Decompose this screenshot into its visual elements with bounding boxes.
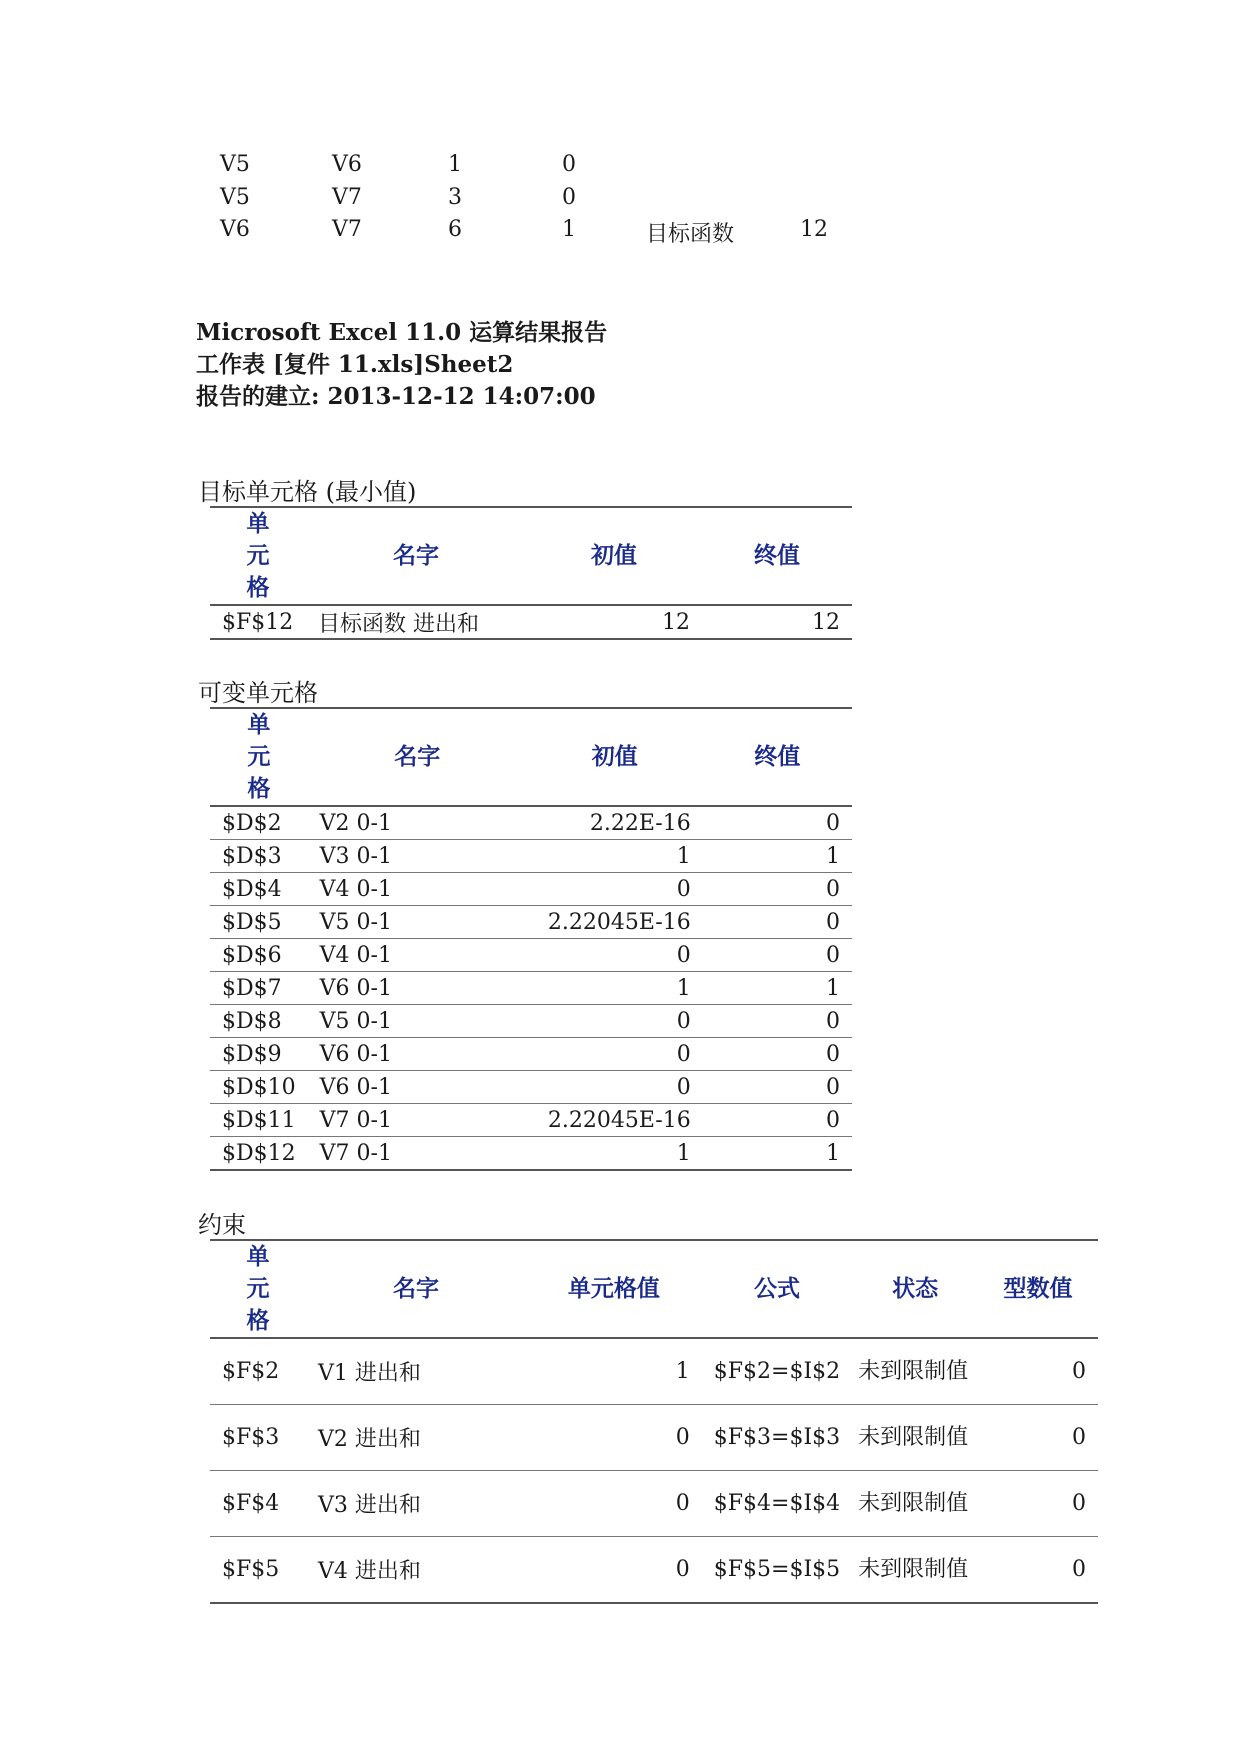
cell-name: V5 0-1 [319,1008,392,1034]
cell-ref: $D$10 [222,1074,296,1100]
cell-ref: $D$3 [222,843,282,869]
cell-ref: $D$2 [222,810,282,836]
cell-final: 0 [826,1107,840,1133]
cell-ref: $D$8 [222,1008,282,1034]
header-cell: 单元格 [246,510,270,601]
cell-name: V6 0-1 [319,1074,392,1100]
header-name: 名字 [392,1275,439,1302]
table-header-row [210,507,852,605]
cell-value: 1 [675,1359,690,1384]
top-cell-flag: 1 [562,217,576,242]
top-cell-from: V5 [220,152,250,177]
objective-label: 目标函数 [646,222,735,247]
cell-final: 0 [826,909,840,935]
cell-initial: 12 [662,609,690,635]
cell-name: 目标函数 进出和 [318,611,479,637]
cell-value: 0 [675,1557,690,1582]
cell-slack: 0 [1072,1557,1086,1582]
report-title: Microsoft Excel 11.0 运算结果报告 [196,319,608,346]
cell-ref: $D$9 [222,1041,282,1067]
cell-slack: 0 [1072,1491,1086,1516]
table-row [210,605,852,639]
target-section-title: 目标单元格 (最小值) [198,478,417,506]
header-name: 名字 [394,743,441,770]
variable-section-title: 可变单元格 [198,679,318,707]
cell-initial: 0 [676,876,691,902]
header-status: 状态 [892,1275,939,1302]
table-row [210,1038,852,1071]
cell-initial: 0 [676,1041,691,1067]
cell-initial: 0 [676,1074,691,1100]
cell-initial: 0 [676,1008,691,1034]
constraint-table [210,1239,1098,1604]
cell-name: V1 进出和 [317,1361,421,1386]
cell-initial: 2.22045E-16 [547,1107,691,1133]
report-worksheet: 工作表 [复件 11.xls]Sheet2 [196,351,514,378]
cell-final: 0 [826,810,840,836]
cell-ref: $D$5 [222,909,282,935]
report-created: 报告的建立: 2013-12-12 14:07:00 [196,383,596,410]
header-name: 名字 [393,542,439,569]
table-row [210,1005,852,1038]
cell-status: 未到限制值 [858,1556,969,1582]
table-row [210,1137,852,1171]
cell-name: V2 进出和 [317,1427,421,1452]
cell-ref: $F$4 [222,1491,280,1516]
cell-name: V2 0-1 [319,810,392,836]
table-row [210,906,852,939]
top-cell-weight: 1 [448,152,462,177]
top-cell-from: V5 [220,185,250,210]
header-cell: 单元格 [246,1243,270,1334]
cell-status: 未到限制值 [858,1358,969,1384]
table-row [210,1405,1098,1471]
cell-initial: 2.22E-16 [589,810,691,836]
header-initial: 初值 [591,542,637,569]
cell-final: 1 [826,843,840,869]
cell-initial: 0 [676,942,691,968]
variable-table [210,707,852,1171]
top-cell-weight: 6 [448,217,462,242]
constraint-section-title: 约束 [198,1211,246,1239]
header-final: 终值 [754,743,801,770]
cell-name: V6 0-1 [319,975,392,1001]
table-row [210,1104,852,1137]
cell-name: V4 0-1 [319,942,392,968]
cell-final: 1 [826,1140,840,1166]
table-row [210,873,852,906]
cell-ref: $F$12 [222,609,294,635]
cell-slack: 0 [1072,1359,1086,1384]
top-cell-to: V7 [332,217,362,242]
cell-status: 未到限制值 [858,1424,969,1450]
cell-slack: 0 [1072,1425,1086,1450]
cell-name: V5 0-1 [319,909,392,935]
cell-value: 0 [675,1425,690,1450]
cell-ref: $D$11 [222,1107,296,1133]
cell-final: 12 [812,609,840,635]
cell-ref: $F$5 [222,1557,280,1582]
cell-ref: $F$2 [222,1359,280,1384]
cell-final: 0 [826,1008,840,1034]
table-row [210,806,852,840]
cell-initial: 1 [676,843,691,869]
cell-name: V4 0-1 [319,876,392,902]
cell-ref: $D$7 [222,975,282,1001]
cell-name: V7 0-1 [319,1140,392,1166]
table-header-row [210,1240,1098,1338]
cell-name: V6 0-1 [319,1041,392,1067]
cell-ref: $D$12 [222,1140,296,1166]
top-cell-from: V6 [220,217,250,242]
cell-name: V3 进出和 [317,1493,421,1518]
top-cell-to: V7 [332,185,362,210]
cell-initial: 1 [676,975,691,1001]
cell-ref: $F$3 [222,1425,280,1450]
top-cell-weight: 3 [448,185,462,210]
top-cell-flag: 0 [562,152,576,177]
table-row [210,1471,1098,1537]
target-table [210,506,852,640]
table-row [210,840,852,873]
table-row [210,1537,1098,1604]
header-final: 终值 [754,542,800,569]
cell-ref: $D$4 [222,876,282,902]
objective-value: 12 [800,217,828,242]
cell-formula: $F$5=$I$5 [713,1557,841,1582]
header-slack: 型数值 [1003,1275,1073,1302]
table-row [210,1338,1098,1405]
cell-final: 1 [826,975,840,1001]
cell-formula: $F$4=$I$4 [713,1491,841,1516]
cell-final: 0 [826,942,840,968]
cell-formula: $F$3=$I$3 [713,1425,841,1450]
cell-ref: $D$6 [222,942,282,968]
table-row [210,972,852,1005]
top-cell-flag: 0 [562,185,576,210]
cell-value: 0 [675,1491,690,1516]
cell-final: 0 [826,876,840,902]
table-header-row [210,708,852,806]
cell-initial: 2.22045E-16 [547,909,691,935]
cell-status: 未到限制值 [858,1490,969,1516]
table-row [210,1071,852,1104]
table-row [210,939,852,972]
cell-name: V4 进出和 [317,1559,421,1584]
cell-name: V3 0-1 [319,843,392,869]
header-cell-value: 单元格值 [567,1275,660,1302]
cell-initial: 1 [676,1140,691,1166]
cell-name: V7 0-1 [319,1107,392,1133]
cell-final: 0 [826,1074,840,1100]
cell-final: 0 [826,1041,840,1067]
header-formula: 公式 [753,1275,800,1302]
top-cell-to: V6 [332,152,362,177]
header-initial: 初值 [591,743,638,770]
cell-formula: $F$2=$I$2 [713,1359,841,1384]
header-cell: 单元格 [247,711,271,802]
